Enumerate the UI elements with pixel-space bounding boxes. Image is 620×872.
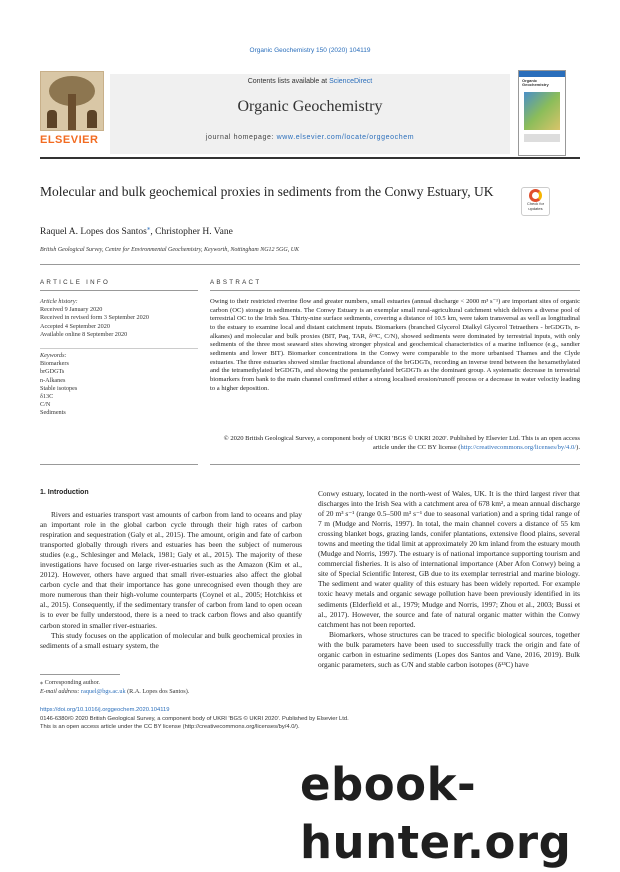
keywords-label: Keywords: bbox=[40, 352, 67, 359]
author-1[interactable]: Raquel A. Lopes dos Santos bbox=[40, 227, 147, 238]
author-2[interactable]: Christopher H. Vane bbox=[155, 227, 233, 238]
doi-link[interactable]: https://doi.org/10.1016/j.orggeochem.2020.104119 bbox=[40, 707, 170, 713]
homepage-link[interactable]: www.elsevier.com/locate/orggeochem bbox=[276, 134, 415, 141]
journal-reference[interactable]: Organic Geochemistry 150 (2020) 104119 bbox=[249, 47, 371, 54]
contents-line: Contents lists available at ScienceDirect bbox=[247, 78, 373, 85]
corresponding-author-note: ⁎ Corresponding author. bbox=[40, 679, 100, 686]
history-item: Received 9 January 2020 bbox=[40, 306, 103, 314]
paragraph: Conwy estuary, located in the north-west of Wales, UK. It is the third largest river that discharges into the Irish Sea with a catchment area of 678 km², a mean annual discharge of 20 m³ s⁻¹ (range 0.5–500 m³ s⁻¹ due to seasonal variation) and a spring tidal range of 7 m (Mudge and Norris, 1997). In total, the main channel covers a distance of 55 km crossing blanket bogs, grazing lands, conifer plantations, extensive flood plains, several towns and meeting the tidal limit at approximately 20 km inland from the estuary mouth (Mudge and Norris, 1997). The estuary is of national importance supporting tourism and commercial fisheries. It is also of international importance (Aber Afon Conwy) being a site of Special Scientific Interest, GB due to its exemplar terrestrial and marine biology. The sediment and water quality of this estuary has been widely reported. For example toxic heavy metals and organic sewage pollution have been previously identified in its sediments (Elderfield et al., 1979; Mudge and Norris, 1997; Zhou et al., 2003; Bussi et al., 2017). However, the source and fate of natural organic matter within the Conwy catchment has not been reported. bbox=[318, 489, 580, 629]
article-info-heading: ARTICLE INFO bbox=[40, 279, 111, 286]
keyword: Stable isotopes bbox=[40, 384, 78, 392]
open-access-line: This is an open access article under the CC BY license (http://creativecommons.org/licenses/by/4.0/). bbox=[40, 724, 300, 730]
crossmark-label-2: updates bbox=[528, 205, 543, 211]
keywords bbox=[40, 352, 198, 418]
keyword: Biomarkers bbox=[40, 360, 69, 368]
copyright-notice: © 2020 British Geological Survey, a component body of UKRI 'BGS © UKRI 2020'. Published by Elsevier Ltd. This is an open access article under the CC BY license (http://creativecommons.org/licenses/by/4.0/). bbox=[223, 435, 580, 451]
affiliation: British Geological Survey, Centre for Environmental Geochemistry, Keyworth, Nottingham NG12 5GG, UK bbox=[40, 247, 300, 253]
article-title: Molecular and bulk geochemical proxies in sediments from the Conwy Estuary, UK bbox=[40, 184, 494, 199]
author-list: Raquel A. Lopes dos Santos⁎, Christopher H. Vane bbox=[40, 224, 233, 238]
paragraph: Rivers and estuaries transport vast amounts of carbon from land to oceans and play an important role in the global carbon cycle through their high rates of carbon respiration and sequestration (Galy et al., 2015). The amount, origin and fate of carbon transported globally through rivers and estuaries has been the subject of numerous studies (e.g., Schlesinger and Melack, 1981; Galy et al., 2015). The majority of these investigations have focused on large river-estuaries such as the Amazon (Kim et al., 2012). However, others have argued that small river-estuaries also affect the global carbon cycle and that their importance has gone unrecognised even though they are more numerous than their high-volume counterparts (Coynel et al., 2005; Hotchkiss et al., 2015). Consequently, if the sedimentary transfer of carbon from land to open ocean is to ever be fully understood, there is a need to track carbon flows and also quantify carbon stored in smaller river-estuaries. bbox=[40, 510, 302, 630]
section-heading-introduction: 1. Introduction bbox=[40, 489, 89, 496]
divider bbox=[210, 290, 580, 291]
cover-title: Organic Geochemistry bbox=[522, 78, 549, 88]
body-column-left bbox=[40, 510, 302, 651]
issn-line: 0146-6380/© 2020 British Geological Survey, a component body of UKRI 'BGS © UKRI 2020'. Published by Elsevier Ltd. bbox=[40, 715, 349, 722]
divider bbox=[210, 464, 580, 465]
page-footer bbox=[40, 706, 580, 732]
journal-homepage: journal homepage: www.elsevier.com/locate/orggeochem bbox=[205, 134, 415, 141]
history-item: Available online 8 September 2020 bbox=[40, 330, 128, 338]
sciencedirect-link[interactable]: ScienceDirect bbox=[329, 78, 373, 85]
divider bbox=[40, 264, 580, 265]
corresponding-author-mark[interactable]: ⁎ bbox=[146, 224, 151, 232]
journal-title: Organic Geochemistry bbox=[237, 98, 383, 115]
footnote: ⁎ Corresponding author. E-mail address: raquel@bgs.ac.uk (R.A. Lopes dos Santos). bbox=[40, 679, 190, 695]
history-item: Received in revised form 3 September 2020 bbox=[40, 314, 149, 322]
keyword: n-Alkanes bbox=[40, 376, 66, 384]
license-link[interactable]: http://creativecommons.org/licenses/by/4.0/ bbox=[460, 443, 577, 451]
keyword: C/N bbox=[40, 401, 51, 409]
abstract-heading: ABSTRACT bbox=[210, 279, 262, 286]
history-item: Accepted 4 September 2020 bbox=[40, 322, 110, 330]
abstract-text: Owing to their restricted riverine flow and greater numbers, small estuaries (annual discharge < 2000 m³ s⁻¹) are important sites of organic carbon (OC) storage in sediments. The Conwy Estuary is an exemplar small rural-agricultural catchment which delivers a diverse pool of terrestrial OC to the Irish Sea. Thirty-nine surface sediments, covering a distance of 10.5 km, were taken transversal as well as longitudinal to the estuary to examine local and distant catchment inputs. Biomarkers (branched Glycerol Dialkyl Glycerol Tetraethers - brGDGTs, n-alkanes) and molecular and bulk proxies (BIT, Paq, TAR, δ¹³C, C/N), showed sediments were dominated by terrestrial inputs, with only sediments of the three most seaward sites showing stronger physical and geochemical characteristics of a marine influence (e.g., sandier sediments and lower BIT). Biomarker concentrations in the Conwy were comparable to the more urbanised Thames and the Clyde estuaries. The three estuaries showed similar fractional abundance of the brGDGTs, recording an inverse trend between the hexamethylated and the tetramethylated brGDGTs, and showing the pentamethylated brGDGTs as the dominant group. A systematic decrease in terrestrial biomarkers from bank to the main channel confirmed either a strong localised erosion/runoff process or a decrease in water velocity leading to a higher deposition. bbox=[210, 298, 580, 392]
body-column-right bbox=[318, 489, 580, 670]
history-label: Article history: bbox=[40, 298, 78, 305]
keyword: brGDGTs bbox=[40, 368, 65, 376]
divider bbox=[40, 348, 198, 349]
divider bbox=[40, 290, 198, 291]
watermark: ebook-hunter.org bbox=[300, 758, 572, 869]
keyword: Sediments bbox=[40, 409, 66, 417]
article-history bbox=[40, 298, 198, 339]
footnote-rule bbox=[40, 674, 120, 675]
paragraph: This study focuses on the application of molecular and bulk geochemical proxies in sediments of a small estuary system, the bbox=[40, 630, 302, 650]
crossmark-badge[interactable] bbox=[521, 187, 550, 216]
divider bbox=[40, 464, 198, 465]
elsevier-tree-icon bbox=[40, 71, 104, 131]
header-rule bbox=[40, 157, 580, 159]
paragraph: Biomarkers, whose structures can be traced to specific biological sources, together with the bulk parameters have been used to successfully track the origin and fate of organic carbon in estuarine sediments (Lopes dos Santos and Vane, 2016, 2019). Bulk organic parameters, such as C/N and stable carbon isotopes (δ¹³C) have bbox=[318, 629, 580, 669]
publisher-name: ELSEVIER bbox=[40, 134, 99, 146]
keyword: δ13C bbox=[40, 393, 54, 401]
email-link[interactable]: raquel@bgs.ac.uk bbox=[81, 688, 126, 695]
journal-cover-thumbnail[interactable] bbox=[518, 70, 566, 156]
elsevier-logo[interactable] bbox=[40, 71, 102, 145]
crossmark-label-1: Check for bbox=[526, 201, 545, 206]
